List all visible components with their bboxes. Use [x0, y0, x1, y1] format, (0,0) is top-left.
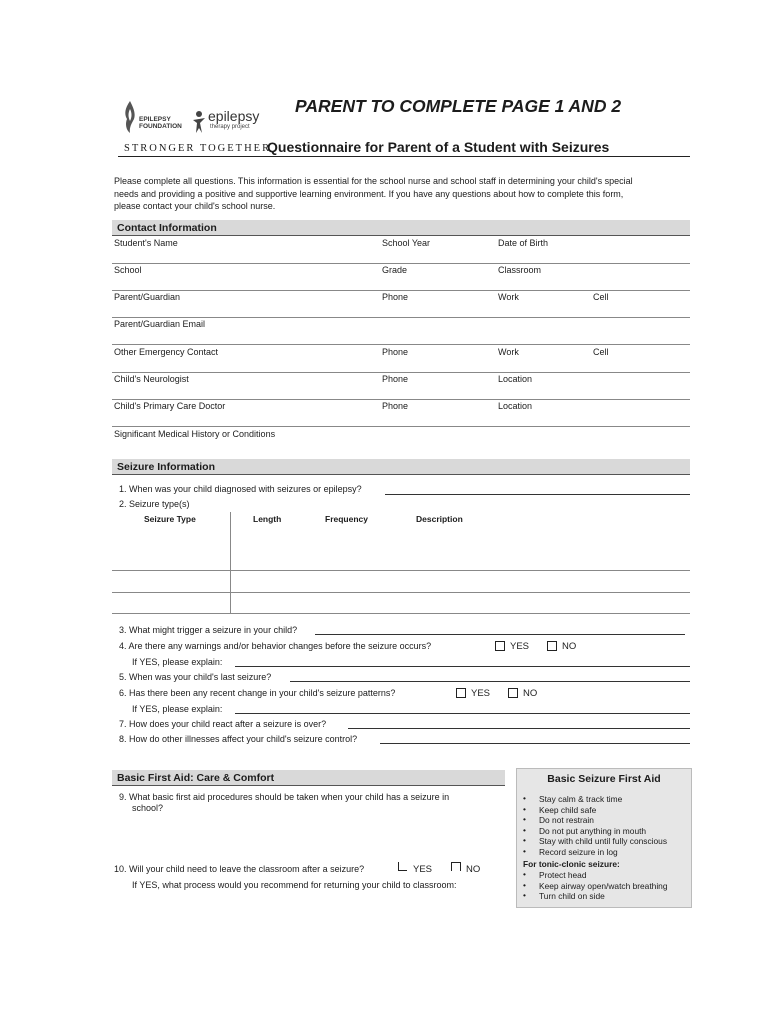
intro-line: needs and providing a positive and supportive learning environment. If you have any questions about how to complete this form,	[114, 188, 624, 199]
parent-email-field[interactable]: Parent/Guardian Email	[114, 319, 206, 329]
q10-yes-label: YES	[413, 864, 433, 875]
school-year-field[interactable]: School Year	[382, 238, 431, 248]
parent-phone-field[interactable]: Phone	[382, 292, 409, 302]
q10-no-label: NO	[466, 864, 481, 875]
parent-guardian-field[interactable]: Parent/Guardian	[114, 292, 181, 302]
aid-item: • Stay with child until fully conscious	[520, 836, 667, 847]
table-divider	[230, 512, 231, 614]
aid-item: • Do not put anything in mouth	[520, 826, 667, 837]
question-9-cont: school?	[132, 803, 164, 813]
primary-care-phone-field[interactable]: Phone	[382, 401, 409, 411]
q4-yes-checkbox[interactable]	[495, 641, 505, 651]
q10-no-checkbox[interactable]	[451, 862, 461, 871]
field-underline	[112, 263, 690, 264]
answer-line-8[interactable]	[380, 743, 690, 744]
question-5: 5. When was your child's last seizure?	[119, 672, 272, 682]
flame-icon	[122, 100, 138, 134]
col-seizure-type: Seizure Type	[144, 514, 196, 524]
question-7: 7. How does your child react after a seizure is over?	[119, 719, 327, 729]
aid-item: • Keep child safe	[520, 805, 667, 816]
table-row-line	[112, 570, 690, 571]
question-6: 6. Has there been any recent change in your child's seizure patterns?	[119, 688, 396, 698]
col-description: Description	[416, 514, 463, 524]
col-length: Length	[253, 514, 282, 524]
question-4: 4. Are there any warnings and/or behavior changes before the seizure occurs?	[119, 641, 432, 651]
seizure-first-aid-box	[516, 768, 692, 908]
therapy-project-text: therapy project	[210, 124, 250, 130]
field-underline	[112, 344, 690, 345]
seizure-section-header	[112, 459, 690, 475]
epilepsy-therapy-project-logo	[192, 110, 262, 136]
answer-line-6[interactable]	[235, 713, 690, 714]
student-name-field[interactable]: Student's Name	[114, 238, 178, 248]
aid-list	[520, 794, 667, 857]
q4-no-label: NO	[562, 641, 577, 652]
table-row-line	[112, 613, 690, 614]
q6-no-label: NO	[523, 688, 538, 699]
emergency-cell-field[interactable]: Cell	[593, 347, 609, 357]
question-2: 2. Seizure type(s)	[119, 499, 190, 509]
answer-line-7[interactable]	[348, 728, 690, 729]
table-row-line	[112, 592, 690, 593]
primary-care-field[interactable]: Child's Primary Care Doctor	[114, 401, 226, 411]
contact-section-header	[112, 220, 690, 236]
epilepsy-foundation-logo	[119, 100, 191, 136]
q4-yes-label: YES	[510, 641, 530, 652]
answer-line-3[interactable]	[315, 634, 685, 635]
q6-yes-checkbox[interactable]	[456, 688, 466, 698]
q4-no-checkbox[interactable]	[547, 641, 557, 651]
question-8: 8. How do other illnesses affect your child's seizure control?	[119, 734, 358, 744]
question-10: 10. Will your child need to leave the classroom after a seizure?	[114, 864, 365, 874]
question-9: 9. What basic first aid procedures should be taken when your child has a seizure in	[119, 792, 450, 802]
primary-care-location-field[interactable]: Location	[498, 401, 533, 411]
q6-yes-label: YES	[471, 688, 491, 699]
intro-text	[114, 175, 633, 213]
tonic-list	[520, 870, 668, 902]
first-aid-section-title: Basic First Aid: Care & Comfort	[117, 772, 275, 784]
tonic-item: • Turn child on side	[520, 891, 668, 902]
seizure-type-table	[112, 512, 690, 614]
parent-work-field[interactable]: Work	[498, 292, 519, 302]
medical-history-field[interactable]: Significant Medical History or Conditions	[114, 429, 276, 439]
question-3: 3. What might trigger a seizure in your child?	[119, 625, 298, 635]
school-field[interactable]: School	[114, 265, 142, 275]
emergency-contact-field[interactable]: Other Emergency Contact	[114, 347, 219, 357]
classroom-field[interactable]: Classroom	[498, 265, 542, 275]
neurologist-location-field[interactable]: Location	[498, 374, 533, 384]
field-underline	[112, 426, 690, 427]
neurologist-phone-field[interactable]: Phone	[382, 374, 409, 384]
tonic-item: • Keep airway open/watch breathing	[520, 881, 668, 892]
col-frequency: Frequency	[325, 514, 368, 524]
question-1: 1. When was your child diagnosed with seizures or epilepsy?	[119, 484, 362, 494]
field-underline	[112, 372, 690, 373]
epilepsy-logo-word: epilepsy	[208, 108, 260, 124]
answer-line-4[interactable]	[235, 666, 690, 667]
emergency-phone-field[interactable]: Phone	[382, 347, 409, 357]
intro-line: Please complete all questions. This information is essential for the school nurse and school staff in determining your child's special	[114, 176, 633, 186]
q4-explain: If YES, please explain:	[132, 657, 223, 667]
answer-line-5[interactable]	[290, 681, 690, 682]
aid-item: • Stay calm & track time	[520, 794, 667, 805]
field-underline	[112, 317, 690, 318]
q6-no-checkbox[interactable]	[508, 688, 518, 698]
field-underline	[112, 290, 690, 291]
aid-box-title: Basic Seizure First Aid	[547, 773, 661, 785]
title-rule	[266, 156, 690, 157]
parent-cell-field[interactable]: Cell	[593, 292, 609, 302]
page-title: PARENT TO COMPLETE PAGE 1 AND 2	[295, 96, 622, 116]
aid-item: • Do not restrain	[520, 815, 667, 826]
q6-explain: If YES, please explain:	[132, 704, 223, 714]
tagline: STRONGER TOGETHER	[124, 143, 272, 154]
answer-line-1[interactable]	[385, 494, 690, 495]
tonic-item: • Protect head	[520, 870, 668, 881]
question-10-cont: If YES, what process would you recommend for returning your child to classroom:	[132, 880, 457, 890]
tonic-clonic-heading: For tonic-clonic seizure:	[523, 859, 620, 869]
aid-item: • Record seizure in log	[520, 847, 667, 858]
seizure-section-title: Seizure Information	[117, 461, 216, 473]
form-subtitle: Questionnaire for Parent of a Student with Seizures	[267, 139, 610, 155]
epilepsy-foundation-text: EPILEPSY FOUNDATION	[139, 116, 182, 130]
tagline-rule	[118, 156, 266, 157]
contact-section-title: Contact Information	[117, 222, 217, 234]
person-icon	[192, 110, 206, 134]
field-underline	[112, 399, 690, 400]
date-of-birth-field[interactable]: Date of Birth	[498, 238, 549, 248]
emergency-work-field[interactable]: Work	[498, 347, 519, 357]
q10-yes-checkbox[interactable]	[398, 862, 407, 871]
grade-field[interactable]: Grade	[382, 265, 408, 275]
first-aid-section-header	[112, 770, 505, 786]
intro-line: please contact your child's school nurse.	[114, 201, 276, 211]
neurologist-field[interactable]: Child's Neurologist	[114, 374, 189, 384]
